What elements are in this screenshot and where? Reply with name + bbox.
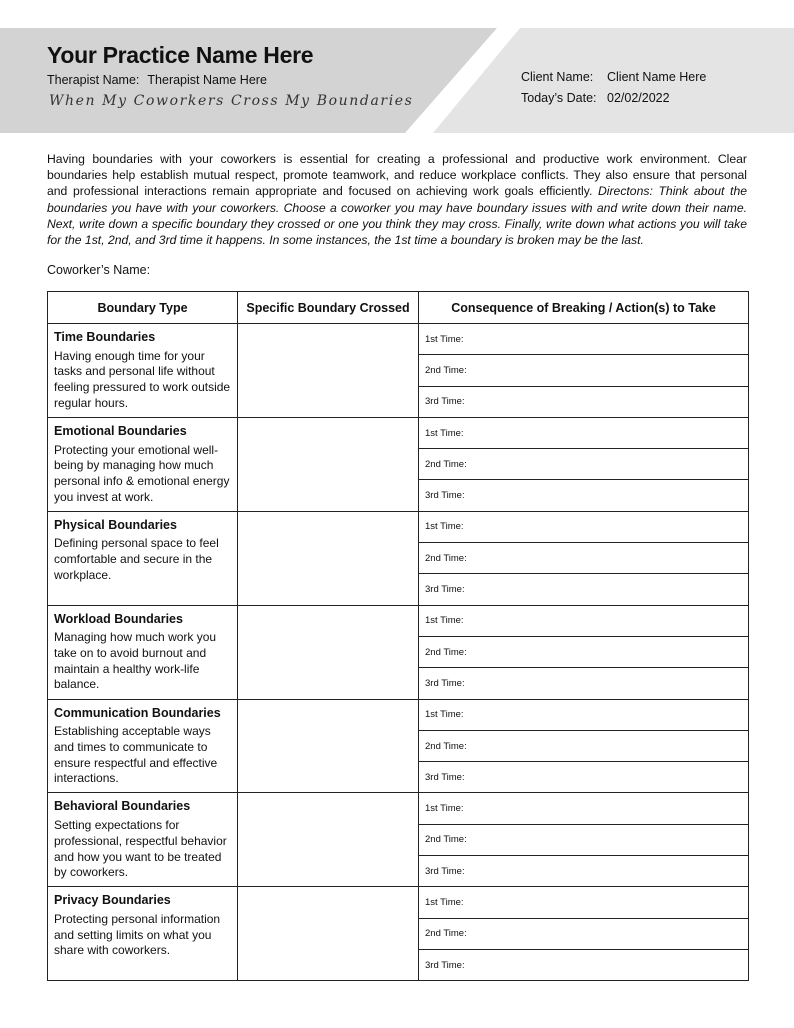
boundary-type-cell — [48, 605, 238, 699]
time-label: 3rd Time: — [425, 396, 465, 408]
consequence-field[interactable] — [419, 386, 749, 417]
consequence-field[interactable] — [419, 856, 749, 887]
boundary-description: Establishing acceptable ways and times to communicate to ensure respectful and effective interactions. — [54, 724, 218, 786]
directions-text: Directons: Think about the boundaries you have with your coworkers. Choose a coworker you may have boundary issues with and write down their name. Next, write down a specific boundary they crossed or one you think they may cross. Finally, write down what actions you will take for the 1st, 2nd, and 3rd time it happens. In some instances, the 1st time a boundary is broken may be the last. — [47, 184, 747, 248]
time-label: 2nd Time: — [425, 740, 467, 752]
consequence-field[interactable] — [419, 574, 749, 605]
boundary-type-cell — [48, 324, 238, 418]
therapist-line — [47, 73, 267, 87]
boundary-description: Having enough time for your tasks and personal life without feeling pressured to work outside regular hours. — [54, 348, 231, 410]
client-info — [521, 67, 706, 109]
table-row — [48, 887, 749, 918]
consequence-field[interactable] — [419, 355, 749, 386]
specific-boundary-field[interactable] — [238, 793, 419, 887]
time-label: 3rd Time: — [425, 959, 465, 971]
boundary-title: Emotional Boundaries — [54, 423, 187, 438]
consequence-field[interactable] — [419, 730, 749, 761]
time-label: 3rd Time: — [425, 865, 465, 877]
time-label: 2nd Time: — [425, 834, 467, 846]
specific-boundary-field[interactable] — [238, 699, 419, 793]
boundary-type-cell — [48, 887, 238, 981]
time-label: 2nd Time: — [425, 552, 467, 564]
intro-paragraph — [47, 151, 747, 248]
boundary-title: Physical Boundaries — [54, 517, 177, 532]
worksheet-title: When My Coworkers Cross My Boundaries — [49, 93, 414, 109]
time-label: 3rd Time: — [425, 490, 465, 502]
boundary-description: Setting expectations for professional, respectful behavior and how you want to be treated by coworkers. — [54, 818, 227, 880]
table-row — [48, 699, 749, 730]
time-label: 2nd Time: — [425, 646, 467, 658]
specific-boundary-field[interactable] — [238, 417, 419, 511]
date-value[interactable]: 02/02/2022 — [607, 91, 670, 105]
specific-boundary-field[interactable] — [238, 324, 419, 418]
header-consequence: Consequence of Breaking / Action(s) to Take — [419, 292, 749, 324]
boundary-type-cell — [48, 699, 238, 793]
therapist-value[interactable]: Therapist Name Here — [147, 73, 267, 87]
consequence-field[interactable] — [419, 793, 749, 824]
time-label: 3rd Time: — [425, 584, 465, 596]
therapist-label: Therapist Name: — [47, 73, 140, 87]
intro-text: Having boundaries with your coworkers is essential for creating a professional and productive work environment. Clear boundaries help establish mutual respect, promote teamwork, and reduce workplace conflicts. They also ensure that personal and professional interactions remain appropriate and focused on achieving work goals efficiently. — [47, 152, 747, 199]
table-row — [48, 324, 749, 355]
boundary-type-cell — [48, 793, 238, 887]
practice-name: Your Practice Name Here — [47, 42, 314, 68]
consequence-field[interactable] — [419, 887, 749, 918]
consequence-field[interactable] — [419, 511, 749, 542]
client-value[interactable]: Client Name Here — [607, 70, 707, 84]
time-label: 1st Time: — [425, 521, 464, 533]
boundary-description: Defining personal space to feel comfortable and secure in the workplace. — [54, 536, 219, 582]
consequence-field[interactable] — [419, 668, 749, 699]
table-row — [48, 511, 749, 542]
specific-boundary-field[interactable] — [238, 605, 419, 699]
boundary-title: Privacy Boundaries — [54, 893, 171, 908]
boundary-description: Protecting your emotional well-being by managing how much personal info & emotional energy you invest at work. — [54, 442, 230, 504]
specific-boundary-field[interactable] — [238, 887, 419, 981]
consequence-field[interactable] — [419, 699, 749, 730]
boundary-title: Communication Boundaries — [54, 705, 221, 720]
consequence-field[interactable] — [419, 449, 749, 480]
coworker-name-label: Coworker’s Name: — [47, 263, 151, 277]
time-label: 1st Time: — [425, 615, 464, 627]
consequence-field[interactable] — [419, 636, 749, 667]
time-label: 1st Time: — [425, 427, 464, 439]
date-label: Today’s Date: — [521, 91, 597, 105]
boundary-type-cell — [48, 511, 238, 605]
boundary-description: Managing how much work you take on to avoid burnout and maintain a healthy work-life balance. — [54, 630, 217, 692]
table-row — [48, 793, 749, 824]
consequence-field[interactable] — [419, 417, 749, 448]
consequence-field[interactable] — [419, 949, 749, 980]
consequence-field[interactable] — [419, 918, 749, 949]
time-label: 2nd Time: — [425, 458, 467, 470]
boundary-title: Time Boundaries — [54, 330, 156, 344]
table-row — [48, 417, 749, 448]
time-label: 2nd Time: — [425, 364, 467, 376]
header-boundary-type: Boundary Type — [48, 292, 238, 324]
specific-boundary-field[interactable] — [238, 511, 419, 605]
consequence-field[interactable] — [419, 543, 749, 574]
time-label: 1st Time: — [425, 333, 464, 345]
time-label: 1st Time: — [425, 896, 464, 908]
time-label: 1st Time: — [425, 803, 464, 815]
consequence-field[interactable] — [419, 324, 749, 355]
time-label: 3rd Time: — [425, 677, 465, 689]
table-row — [48, 605, 749, 636]
boundary-table — [47, 291, 749, 981]
consequence-field[interactable] — [419, 605, 749, 636]
consequence-field[interactable] — [419, 480, 749, 511]
consequence-field[interactable] — [419, 824, 749, 855]
boundary-title: Workload Boundaries — [54, 611, 183, 626]
consequence-field[interactable] — [419, 762, 749, 793]
client-label: Client Name: — [521, 70, 594, 84]
time-label: 2nd Time: — [425, 928, 467, 940]
boundary-description: Protecting personal information and setting limits on what you share with coworkers. — [54, 912, 221, 958]
time-label: 1st Time: — [425, 709, 464, 721]
header-specific-boundary: Specific Boundary Crossed — [238, 292, 419, 324]
boundary-type-cell — [48, 417, 238, 511]
boundary-title: Behavioral Boundaries — [54, 799, 191, 814]
time-label: 3rd Time: — [425, 771, 465, 783]
